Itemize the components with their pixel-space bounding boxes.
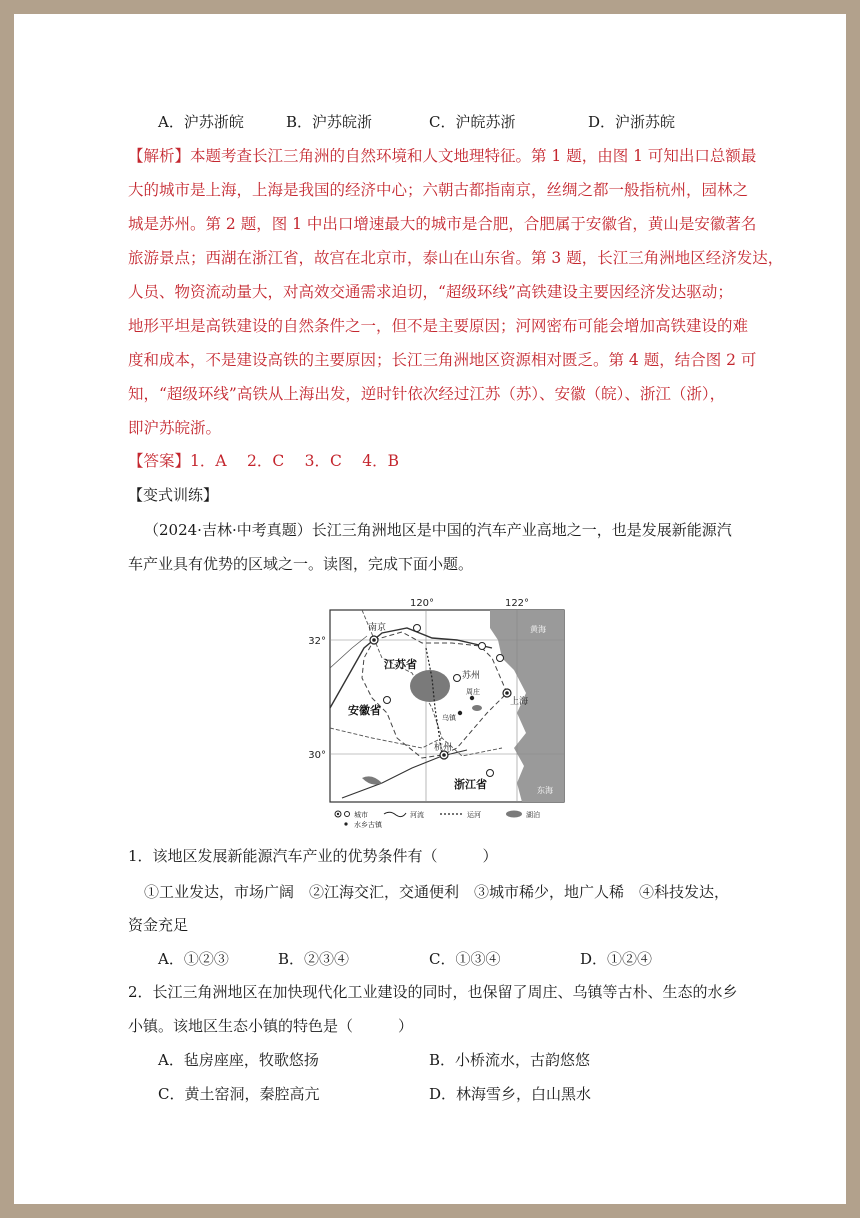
analysis-line: 城是苏州。第 2 题，图 1 中出口增速最大的城市是合肥，合肥属于安徽省，黄山是安徽著名: [128, 215, 757, 233]
q2-stem: 小镇。该地区生态小镇的特色是（ ）: [128, 1017, 414, 1035]
option-d: D．沪浙苏皖: [588, 113, 676, 131]
city-label: 苏州: [462, 671, 481, 681]
analysis-line: 大的城市是上海，上海是我国的经济中心；六朝古都指南京，丝绸之都一般指杭州，园林之: [128, 181, 749, 199]
legend-city: 城市: [354, 811, 368, 819]
city-label: 周庄: [466, 688, 480, 696]
q1-option-d: D．①②④: [580, 950, 653, 968]
q2-option-a: A．毡房座座，牧歌悠扬: [158, 1051, 319, 1069]
legend-canal: 运河: [467, 811, 481, 819]
q1-conditions: ①工业发达，市场广阔 ②江海交汇，交通便利 ③城市稀少，地广人稀 ④科技发达，: [144, 883, 730, 901]
analysis-line: 【解析】本题考查长江三角洲的自然环境和人文地理特征。第 1 题，由图 1 可知出口总额最: [128, 147, 757, 165]
city-label: 乌镇: [442, 714, 456, 722]
document-page: [14, 14, 846, 1204]
lat-label: 30°: [308, 750, 326, 761]
q1-option-a: A．①②③: [158, 950, 229, 968]
city-label: 杭州: [434, 743, 453, 753]
answer-line: 【答案】1．A 2．C 3．C 4．B: [128, 452, 400, 470]
legend-river: 河流: [410, 811, 424, 819]
option-a: A．沪苏浙皖: [158, 113, 244, 131]
analysis-line: 知，“超级环线”高铁从上海出发，逆时针依次经过江苏（苏）、安徽（皖）、浙江（浙），: [128, 385, 726, 403]
analysis-line: 旅游景点；西湖在浙江省，故宫在北京市，泰山在山东省。第 3 题，长江三角洲地区经济发达，: [128, 249, 784, 267]
lon-label: 122°: [504, 598, 530, 609]
yangtze-delta-map: [302, 588, 566, 828]
q1-stem: 1．该地区发展新能源汽车产业的优势条件有（ ）: [128, 847, 498, 865]
province-label: 浙江省: [454, 778, 487, 791]
analysis-line: 即沪苏皖浙。: [128, 419, 222, 437]
option-b: B．沪苏皖浙: [286, 113, 373, 131]
q2-option-d: D．林海雪乡，白山黑水: [429, 1085, 592, 1103]
analysis-line: 度和成本，不是建设高铁的主要原因；长江三角洲地区资源相对匮乏。第 4 题，结合图 2 可: [128, 351, 757, 369]
intro-line: （2024·吉林·中考真题）长江三角洲地区是中国的汽车产业高地之一，也是发展新能源汽: [144, 521, 732, 539]
province-label: 江苏省: [384, 658, 417, 671]
map-legend: [335, 810, 540, 828]
analysis-line: 人员、物资流动量大，对高效交通需求迫切，“超级环线”高铁建设主要因经济发达驱动；: [128, 283, 733, 301]
section-title: 【变式训练】: [128, 486, 219, 504]
q2-option-b: B．小桥流水，古韵悠悠: [429, 1051, 591, 1069]
q1-option-c: C．①③④: [429, 950, 501, 968]
sea-label: 东海: [537, 786, 553, 795]
legend-lake: 湖泊: [526, 811, 540, 819]
lon-label: 120°: [409, 598, 435, 609]
city-label: 南京: [368, 623, 387, 633]
intro-line: 车产业具有优势的区域之一。读图，完成下面小题。: [128, 555, 474, 573]
analysis-line: 地形平坦是高铁建设的自然条件之一，但不是主要原因；河网密布可能会增加高铁建设的难: [128, 317, 749, 335]
q2-option-c: C．黄土窑洞，秦腔高亢: [158, 1085, 320, 1103]
q1-conditions: 资金充足: [128, 916, 189, 934]
option-c: C．沪皖苏浙: [429, 113, 516, 131]
legend-water-town: 水乡古镇: [354, 821, 382, 828]
lat-label: 32°: [308, 636, 326, 647]
q2-stem: 2．长江三角洲地区在加快现代化工业建设的同时，也保留了周庄、乌镇等古朴、生态的水乡: [128, 983, 738, 1001]
sea-label: 黄海: [530, 625, 546, 634]
province-label: 安徽省: [348, 704, 381, 717]
q1-option-b: B．②③④: [278, 950, 350, 968]
city-label: 上海: [510, 697, 529, 707]
